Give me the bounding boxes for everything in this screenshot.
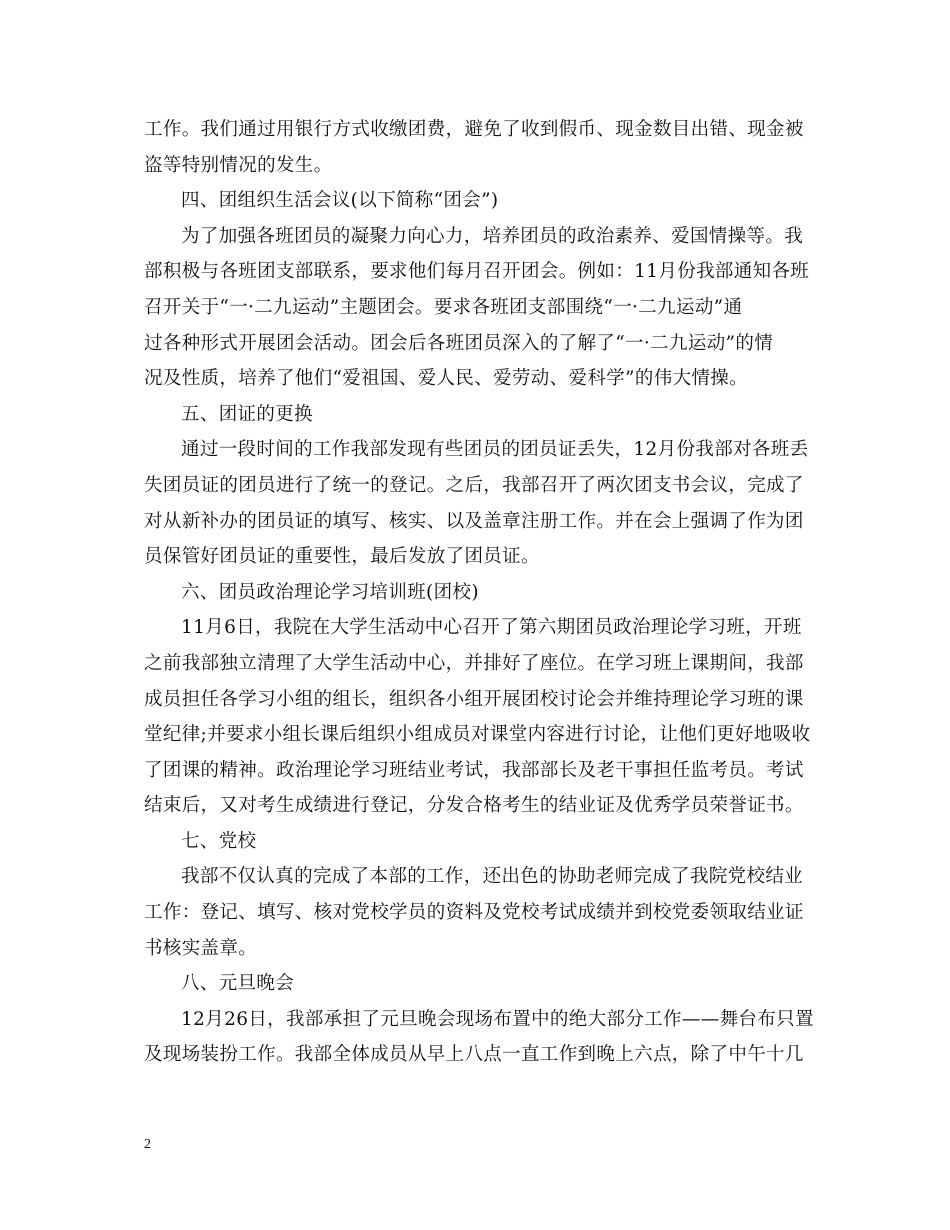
text-line: 11月6日，我院在大学生活动中心召开了第六期团员政治理论学习班，开班	[181, 617, 802, 639]
text-line: 为了加强各班团员的凝聚力向心力，培养团员的政治素养、爱国情操等。我	[181, 225, 804, 247]
text-line: 工作。我们通过用银行方式收缴团费，避免了收到假币、现金数目出错、现金被	[144, 119, 804, 140]
text-line: 对从新补办的团员证的填写、核实、以及盖章注册工作。并在会上强调了作为团	[144, 510, 804, 532]
text-line: 五、团证的更换	[181, 403, 313, 425]
text-line: 了团课的精神。政治理论学习班结业考试，我部部长及老干事担任监考员。考试	[144, 759, 804, 781]
text-line: 结束后，又对考生成绩进行登记，分发合格考生的结业证及优秀学员荣誉证书。	[144, 795, 804, 817]
text-line: 失团员证的团员进行了统一的登记。之后，我部召开了两次团支书会议，完成了	[144, 474, 804, 496]
text-line: 八、元旦晚会	[181, 973, 295, 995]
text-line: 通过一段时间的工作我部发现有些团员的团员证丢失，12月份我部对各班丢	[181, 439, 809, 461]
text-line: 六、团员政治理论学习培训班(团校)	[181, 581, 479, 603]
text-line: 四、团组织生活会议(以下简称“团会”)	[181, 190, 499, 212]
text-line: 成员担任各学习小组的组长，组织各小组开展团校讨论会并维持理论学习班的课	[144, 688, 804, 710]
page-number: 2	[144, 1137, 151, 1152]
text-line: 召开关于“一·二九运动”主题团会。要求各班团支部围绕“一·二九运动”通	[144, 296, 743, 318]
text-line: 部积极与各班团支部联系，要求他们每月召开团会。例如：11月份我部通知各班	[144, 261, 810, 283]
text-line: 过各种形式开展团会活动。团会后各班团员深入的了解了“一·二九运动”的情	[144, 332, 774, 354]
text-line: 员保管好团员证的重要性，最后发放了团员证。	[144, 546, 540, 568]
text-line: 我部不仅认真的完成了本部的工作，还出色的协助老师完成了我院党校结业	[181, 866, 804, 888]
text-line: 堂纪律;并要求小组长课后组织小组成员对课堂内容进行讨论，让他们更好地吸收	[144, 724, 811, 746]
text-line: 12月26日，我部承担了元旦晚会现场布置中的绝大部分工作——舞台布只置	[181, 1008, 814, 1030]
text-line: 七、党校	[181, 830, 257, 852]
text-line: 之前我部独立清理了大学生活动中心，并排好了座位。在学习班上课期间，我部	[144, 652, 804, 674]
text-line: 况及性质，培养了他们“爱祖国、爱人民、爱劳动、爱科学”的伟大情操。	[144, 368, 748, 390]
document-body	[144, 112, 814, 1073]
text-line: 书核实盖章。	[144, 937, 258, 959]
text-line: 盗等特别情况的发生。	[144, 154, 333, 176]
text-line: 工作：登记、填写、核对党校学员的资料及党校考试成绩并到校党委领取结业证	[144, 902, 804, 924]
text-line: 及现场装扮工作。我部全体成员从早上八点一直工作到晚上六点，除了中午十几	[144, 1044, 804, 1066]
